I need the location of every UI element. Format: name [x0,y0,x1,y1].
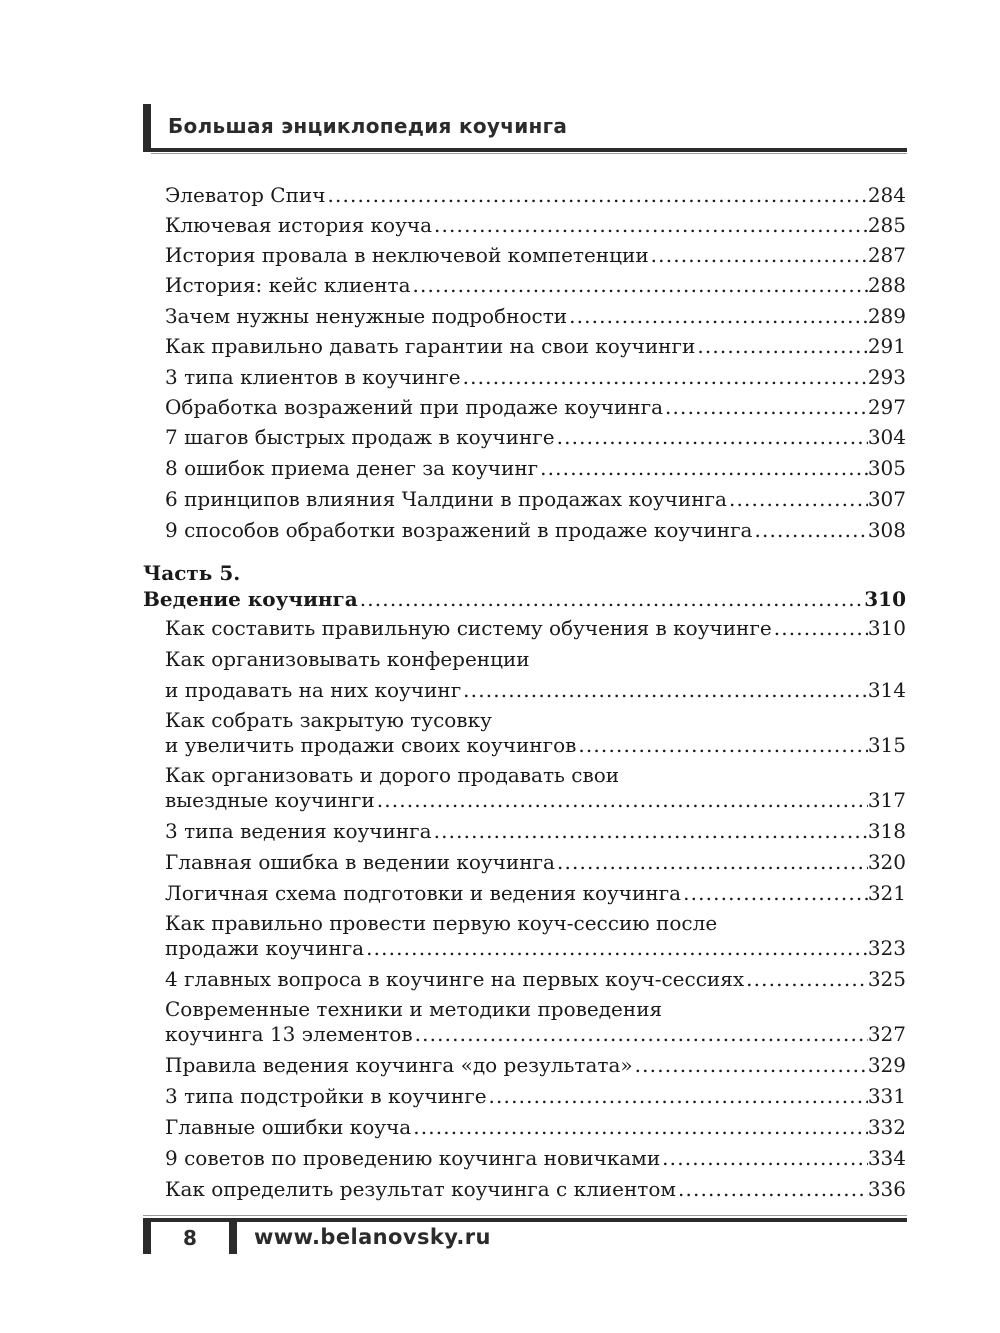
leader-dots [695,333,868,359]
toc-entry-page: 331 [867,1084,906,1108]
toc-entry-title: 3 типа ведения коучинга [165,819,432,843]
toc-entry-title: Правила ведения коучинга «до результата» [165,1053,633,1077]
toc-entry-page: 293 [867,365,906,389]
leader-dots [413,1021,868,1047]
leader-dots [576,732,867,758]
toc-entry-page: 329 [867,1053,906,1077]
toc-entry [165,996,906,1048]
toc-entry [165,182,906,208]
toc-entry [165,849,906,875]
leader-dots [727,486,868,512]
toc-entry-page: 287 [867,243,906,267]
leader-dots [649,242,868,268]
toc-entry-page: 285 [867,213,906,237]
toc-entry-page: 327 [867,1022,906,1046]
toc-entry-title: Ключевая история коуча [165,213,433,237]
leader-dots [772,615,868,641]
leader-dots [364,935,868,961]
header-bar [143,104,151,152]
toc-entry [165,762,906,814]
toc-entry-title: 9 советов по проведению коучинга новичками [165,1146,661,1170]
toc-entry-page: 308 [867,518,906,542]
toc-entry-title: 6 принципов влияния Чалдини в продажах коучинга [165,487,727,511]
toc-entry-title: История: кейс клиента [165,273,411,297]
toc-entry-page: 321 [867,881,906,905]
part-title: Ведение коучинга [143,587,358,611]
leader-dots [432,212,868,238]
footer-rule [143,1218,907,1222]
toc-entry-title-line: Как организовать и дорого продавать свои [165,763,620,787]
toc-entry-title-line: Как собрать закрытую тусовку [165,708,492,732]
footer-rule-thin [143,1215,907,1216]
toc-entry-title: 3 типа клиентов в коучинге [165,365,461,389]
leader-dots [663,394,868,420]
leader-dots [358,586,864,612]
toc-entry-title-line: и увеличить продажи своих коучингов [165,733,577,757]
toc-entry [165,818,906,844]
toc-entry-title: Зачем нужны ненужные подробности [165,304,568,328]
leader-dots [325,182,867,208]
leader-dots [555,424,868,450]
toc-entry-title: Логичная схема подготовки и ведения коучинга [165,881,682,905]
toc-entry [165,910,906,962]
toc-entry [165,272,906,298]
toc-entry [165,1083,906,1109]
toc-entry-title: 4 главных вопроса в коучинге на первых коуч-сессиях [165,967,745,991]
toc-entry-page: 284 [867,183,906,207]
leader-dots [633,1052,868,1078]
footer-bar-right [229,1218,237,1254]
toc-entry-title-line: и продавать на них коучинг [165,678,462,702]
toc-entry-page: 297 [867,395,906,419]
toc-entry-title: Как правильно давать гарантии на свои коучинги [165,334,696,358]
toc-entry-page: 304 [867,425,906,449]
part-heading [143,560,906,612]
toc-entry-title: Как составить правильную систему обучения в коучинге [165,616,772,640]
toc-entry-title: 9 способов обработки возражений в продаже коучинга [165,518,753,542]
running-header-title: Большая энциклопедия коучинга [168,114,568,138]
toc-entry-page: 305 [867,456,906,480]
toc-entry-page: 307 [867,487,906,511]
leader-dots [411,272,868,298]
toc-entry-page: 334 [867,1146,906,1170]
toc-entry [165,1176,906,1202]
header-rule [143,148,907,152]
toc-entry [165,394,906,420]
toc-entry [165,1052,906,1078]
toc-entry [165,1145,906,1171]
toc-entry-page: 317 [867,788,906,812]
leader-dots [567,303,868,329]
leader-dots [676,1176,868,1202]
leader-dots [411,1114,868,1140]
leader-dots [538,455,868,481]
toc-entry [165,455,906,481]
toc-entry [165,333,906,359]
toc-entry [165,303,906,329]
toc-entry-title: Главные ошибки коуча [165,1115,412,1139]
toc-entry-page: 291 [867,334,906,358]
toc-entry-page: 288 [867,273,906,297]
leader-dots [752,517,867,543]
toc-entry-page: 325 [867,967,906,991]
toc-entry [165,880,906,906]
toc-entry [165,966,906,992]
toc-entry-page: 315 [867,733,906,757]
leader-dots [461,364,868,390]
toc-entry [165,1114,906,1140]
footer-bar-left [143,1218,151,1254]
toc-entry-title-line: коучинга 13 элементов [165,1022,413,1046]
toc-entry [165,615,906,641]
part-label: Часть 5. [143,561,241,585]
toc-entry-title: 8 ошибок приема денег за коучинг [165,456,539,480]
toc-entry-title: Главная ошибка в ведении коучинга [165,850,555,874]
toc-entry-title: Обработка возражений при продаже коучинга [165,395,664,419]
toc-entry-title-line: выездные коучинги [165,788,375,812]
toc-entry [165,242,906,268]
leader-dots [432,818,868,844]
page-number: 8 [183,1226,197,1250]
toc-entry-title-line: Как организовывать конференции [165,647,530,671]
toc-entry [165,212,906,238]
toc-entry [165,646,906,703]
leader-dots [375,787,868,813]
toc-entry-title: Элеватор Спич [165,183,326,207]
leader-dots [681,880,868,906]
toc-entry-page: 310 [867,616,906,640]
toc-entry-page: 323 [867,936,906,960]
toc-entry-page: 289 [867,304,906,328]
toc-entry [165,707,906,759]
leader-dots [660,1145,868,1171]
toc-entry-title-line: Как правильно провести первую коуч-сессию после [165,911,718,935]
header-rule-thin [151,153,907,154]
toc-entry-title: 3 типа подстройки в коучинге [165,1084,487,1108]
toc-entry-page: 320 [867,850,906,874]
toc-entry-title-line: продажи коучинга [165,936,365,960]
leader-dots [744,966,868,992]
toc-entry-title: История провала в неключевой компетенции [165,243,649,267]
toc-entry [165,424,906,450]
toc-entry-title: Как определить результат коучинга с клиентом [165,1177,676,1201]
part-page: 310 [864,587,906,611]
toc-entry-page: 332 [867,1115,906,1139]
leader-dots [555,849,868,875]
toc-entry-title-line: Современные техники и методики проведения [165,997,663,1021]
toc-entry [165,364,906,390]
toc-entry-page: 318 [867,819,906,843]
website-url: www.belanovsky.ru [254,1225,491,1249]
toc-entry [165,486,906,512]
toc-entry-page: 314 [867,678,906,702]
toc-entry-page: 336 [867,1177,906,1201]
toc-entry-title: 7 шагов быстрых продаж в коучинге [165,425,555,449]
leader-dots [487,1083,868,1109]
leader-dots [461,677,868,703]
toc-entry [165,517,906,543]
